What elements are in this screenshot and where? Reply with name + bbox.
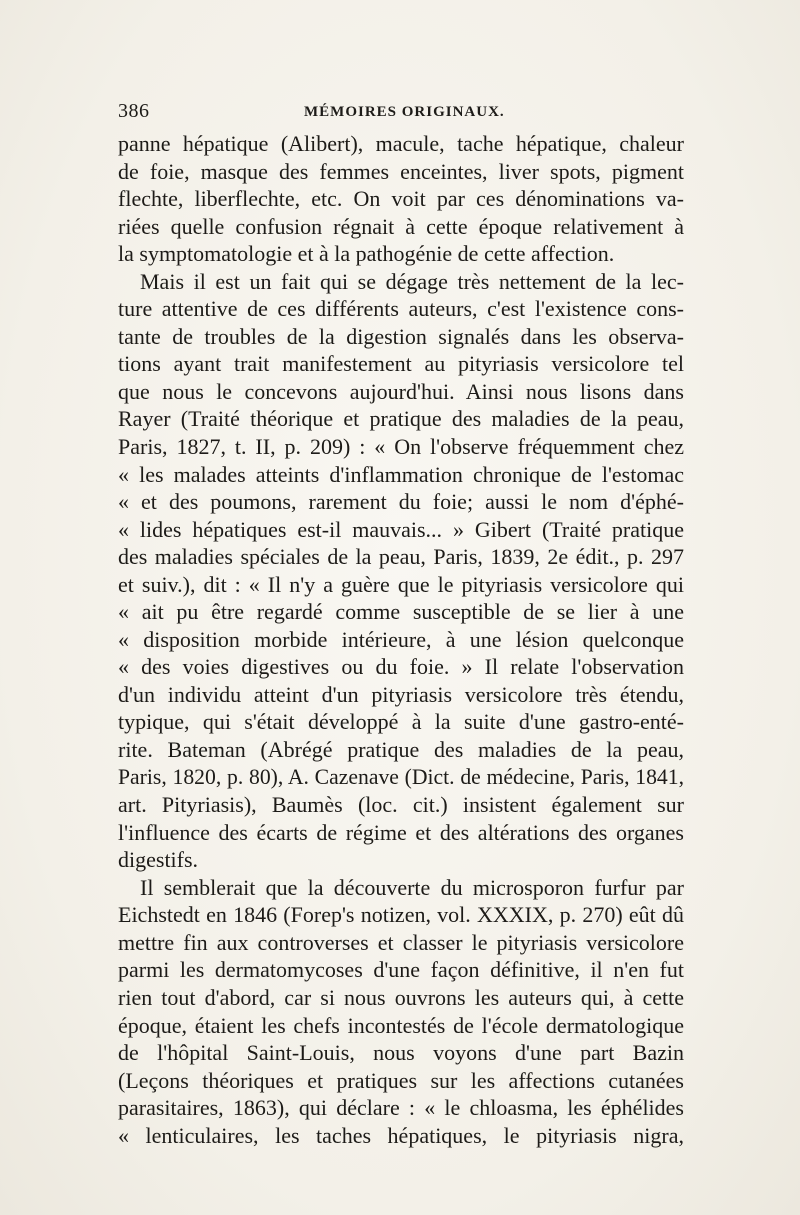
page-header: [118, 100, 684, 126]
paragraph-2: [118, 268, 684, 874]
text-line: digestifs.: [118, 847, 199, 873]
paragraph-1: [118, 130, 684, 268]
text-line: parmi les dermatomycoses d'une façon définitive, il n'en fut: [118, 957, 684, 983]
text-line: Il semblerait que la découverte du microsporon furfur par: [140, 874, 684, 900]
page-number: 386: [118, 100, 150, 122]
paragraph-3: [118, 874, 684, 1149]
text-line: tante de troubles de la digestion signalés dans les observa-: [118, 323, 684, 349]
text-line: parasitaires, 1863), qui déclare : « le chloasma, les éphélides: [118, 1095, 684, 1121]
text-line: « lenticulaires, les taches hépatiques, le pityriasis nigra,: [118, 1122, 684, 1148]
text-line: que nous le concevons aujourd'hui. Ainsi nous lisons dans: [118, 378, 684, 404]
text-line: « ait pu être regardé comme susceptible de se lier à une: [118, 599, 684, 625]
text-line: flechte, liberflechte, etc. On voit par ces dénominations va-: [118, 186, 684, 212]
text-line: Mais il est un fait qui se dégage très nettement de la lec-: [140, 268, 684, 294]
text-line: typique, qui s'était développé à la suite d'une gastro-enté-: [118, 709, 684, 735]
text-line: (Leçons théoriques et pratiques sur les affections cutanées: [118, 1067, 684, 1093]
text-line: rien tout d'abord, car si nous ouvrons les auteurs qui, à cette: [118, 984, 684, 1010]
text-line: d'un individu atteint d'un pityriasis versicolore très étendu,: [118, 681, 684, 707]
text-line: « des voies digestives ou du foie. » Il relate l'observation: [118, 654, 684, 680]
text-line: l'influence des écarts de régime et des altérations des organes: [118, 819, 684, 845]
running-head: MÉMOIRES ORIGINAUX.: [304, 104, 505, 120]
text-line: tions ayant trait manifestement au pityriasis versicolore tel: [118, 351, 684, 377]
text-line: riées quelle confusion régnait à cette époque relativement à: [118, 213, 684, 239]
text-line: ture attentive de ces différents auteurs, c'est l'existence cons-: [118, 296, 684, 322]
text-line: « les malades atteints d'inflammation chronique de l'estomac: [118, 461, 684, 487]
text-line: Eichstedt en 1846 (Forep's notizen, vol. XXXIX, p. 270) eût dû: [118, 902, 684, 928]
text-line: rite. Bateman (Abrégé pratique des maladies de la peau,: [118, 737, 684, 763]
text-line: « disposition morbide intérieure, à une lésion quelconque: [118, 626, 684, 652]
text-line: Rayer (Traité théorique et pratique des maladies de la peau,: [118, 406, 684, 432]
text-line: et suiv.), dit : « Il n'y a guère que le pityriasis versicolore qui: [118, 571, 684, 597]
text-line: de foie, masque des femmes enceintes, liver spots, pigment: [118, 158, 684, 184]
text-line: Paris, 1820, p. 80), A. Cazenave (Dict. de médecine, Paris, 1841,: [118, 764, 684, 789]
text-line: « lides hépatiques est-il mauvais... » Gibert (Traité pratique: [118, 516, 684, 542]
text-line: art. Pityriasis), Baumès (loc. cit.) insistent également sur: [118, 792, 684, 818]
text-line: mettre fin aux controverses et classer le pityriasis versicolore: [118, 929, 684, 955]
text-line: époque, étaient les chefs incontestés de l'école dermatologique: [118, 1012, 684, 1038]
text-line: de l'hôpital Saint-Louis, nous voyons d'une part Bazin: [118, 1040, 684, 1066]
text-line: la symptomatologie et à la pathogénie de cette affection.: [118, 241, 615, 267]
text-line: « et des poumons, rarement du foie; aussi le nom d'éphé-: [118, 489, 684, 515]
text-line: panne hépatique (Alibert), macule, tache hépatique, chaleur: [118, 131, 684, 156]
text-line: des maladies spéciales de la peau, Paris, 1839, 2e édit., p. 297: [118, 544, 684, 570]
text-line: Paris, 1827, t. II, p. 209) : « On l'observe fréquemment chez: [118, 434, 684, 460]
body-text: [118, 130, 684, 1149]
